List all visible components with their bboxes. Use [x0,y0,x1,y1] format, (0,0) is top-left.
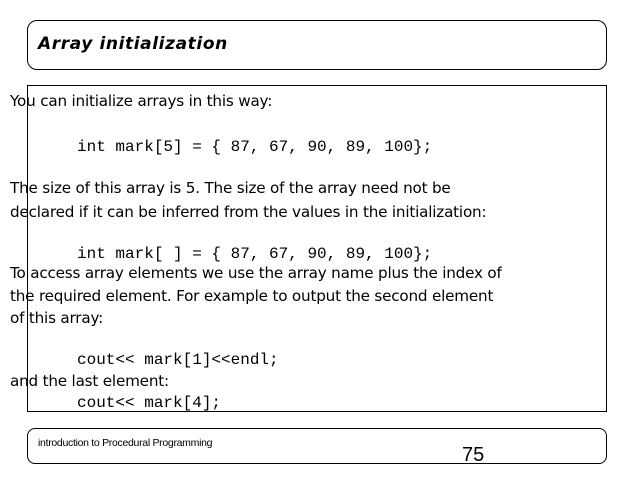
code-line: cout<< mark[4]; [77,394,222,412]
slide-footer-box [27,428,607,464]
slide-title: Array initialization [38,34,228,54]
text-line: of this array: [10,309,104,327]
code-line: cout<< mark[1]<<endl; [77,351,279,369]
text-line: the required element. For example to output the second element [10,287,494,305]
text-line: The size of this array is 5. The size of the array need not be [10,179,451,197]
slide-title-box [27,20,607,70]
page-number: 75 [462,444,485,466]
text-line: and the last element: [10,372,169,390]
text-line: To access array elements we use the array name plus the index of [10,264,502,282]
footer-text: introduction to Procedural Programming [38,437,213,449]
code-line: int mark[ ] = { 87, 67, 90, 89, 100}; [77,245,433,263]
text-line: declared if it can be inferred from the values in the initialization: [10,203,487,221]
code-line: int mark[5] = { 87, 67, 90, 89, 100}; [77,138,433,156]
text-line: You can initialize arrays in this way: [10,92,273,110]
